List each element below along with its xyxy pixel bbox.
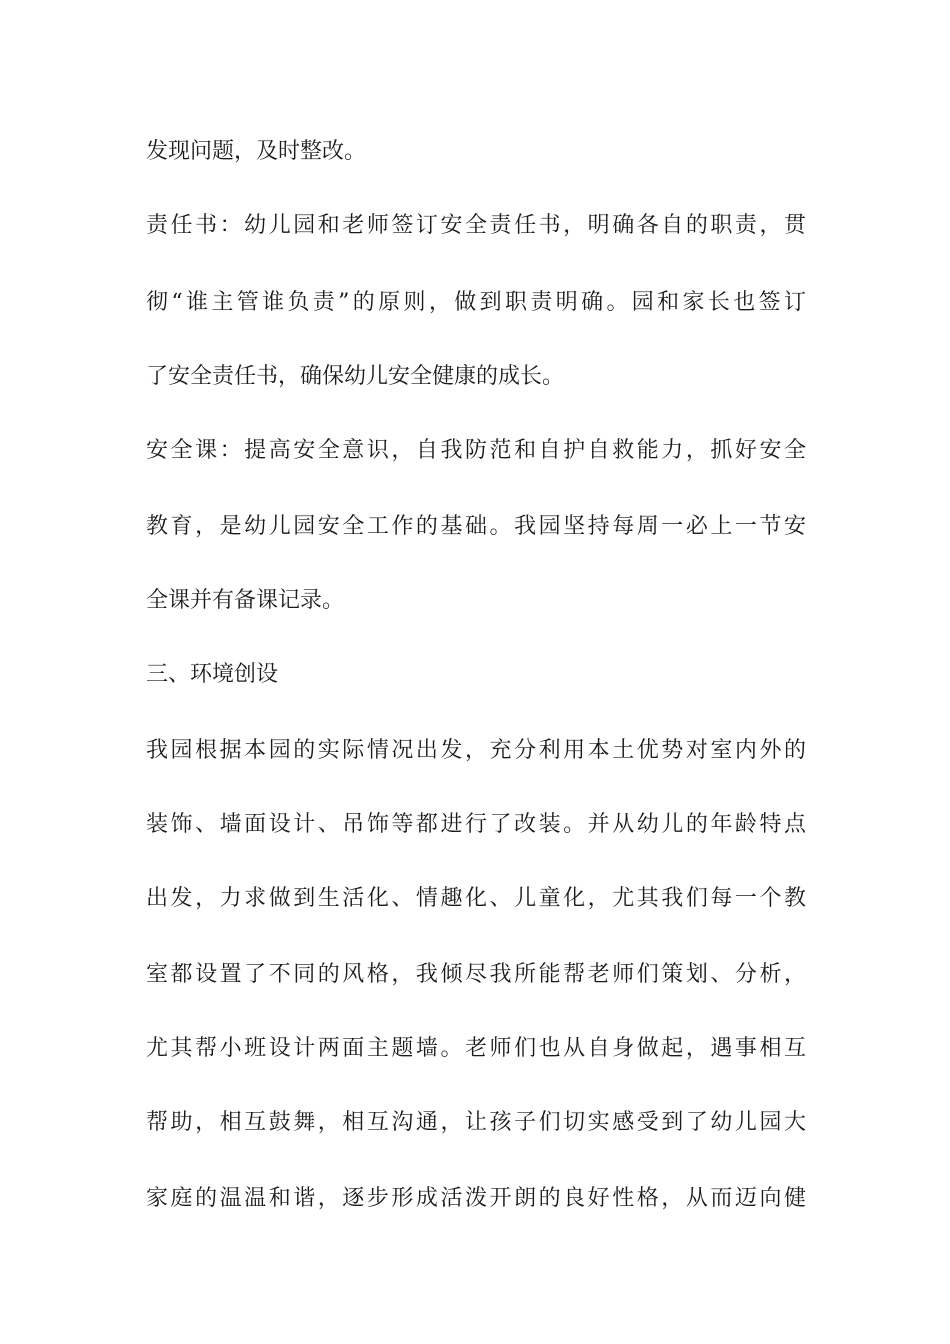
text-line: 教育，是幼儿园安全工作的基础。我园坚持每周一必上一节安	[146, 514, 806, 539]
text-line: 装饰、墙面设计、吊饰等都进行了改装。并从幼儿的年龄特点	[146, 812, 806, 837]
text-line: 帮助，相互鼓舞，相互沟通，让孩子们切实感受到了幼儿园大	[146, 1110, 806, 1135]
section-heading: 三、环境创设	[146, 662, 279, 687]
text-line: 安全课：提高安全意识，自我防范和自护自救能力，抓好安全	[146, 438, 806, 463]
text-line: 室都设置了不同的风格，我倾尽我所能帮老师们策划、分析，	[146, 962, 806, 987]
text-line: 发现问题，及时整改。	[146, 139, 367, 164]
text-line: 彻“谁主管谁负责”的原则，做到职责明确。园和家长也签订	[146, 290, 806, 315]
text-line: 我园根据本园的实际情况出发，充分利用本土优势对室内外的	[146, 738, 806, 763]
text-line: 全课并有备课记录。	[146, 588, 345, 613]
text-line: 尤其帮小班设计两面主题墙。老师们也从自身做起，遇事相互	[146, 1036, 806, 1061]
text-line: 责任书：幼儿园和老师签订安全责任书，明确各自的职责，贯	[146, 213, 806, 238]
text-line: 家庭的温温和谐，逐步形成活泼开朗的良好性格，从而迈向健	[146, 1186, 806, 1211]
text-line: 了安全责任书，确保幼儿安全健康的成长。	[146, 364, 565, 389]
text-line: 出发，力求做到生活化、情趣化、儿童化，尤其我们每一个教	[146, 886, 806, 911]
